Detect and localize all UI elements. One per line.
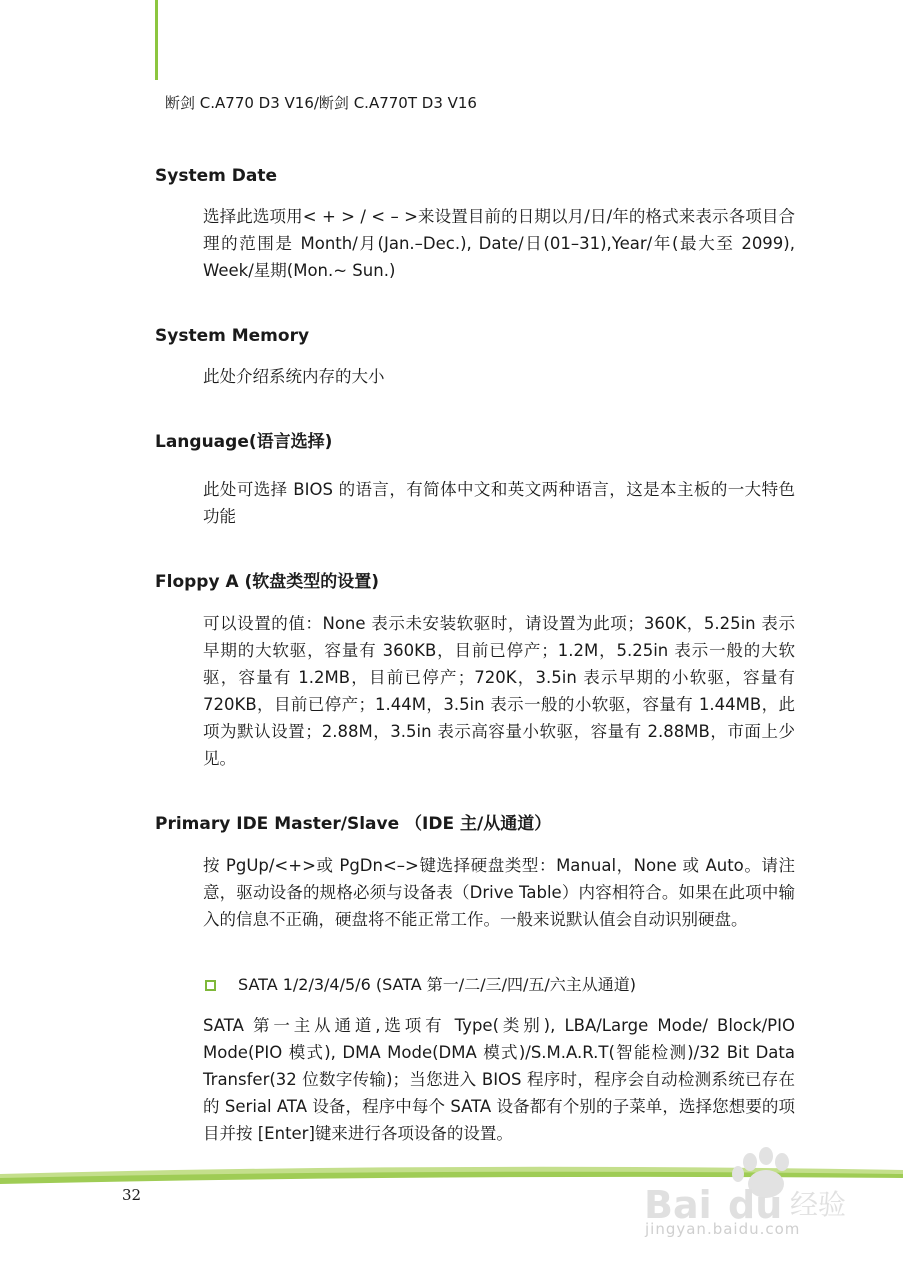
watermark-url: jingyan.baidu.com: [645, 1220, 801, 1238]
checkbox-bullet-icon: [205, 980, 216, 991]
section-title: Primary IDE Master/Slave （IDE 主/从通道）: [155, 814, 552, 834]
svg-text:经验: 经验: [790, 1188, 847, 1221]
section-body: 此处可选择 BIOS 的语言，有简体中文和英文两种语言，这是本主板的一大特色功能: [203, 480, 795, 526]
section-language: [155, 430, 795, 530]
section-body: 按 PgUp/<+>或 PgDn<–>键选择硬盘类型：Manual，None 或 Auto。请注意，驱动设备的规格必须与设备表（Drive Table）内容相符合。如果在此项中输入的信息不正确，硬盘将不能正常工作。一般来说默认值会自动识别硬盘。: [203, 856, 795, 929]
section-title: System Memory: [155, 326, 310, 346]
section-title: Language(语言选择): [155, 432, 333, 452]
section-title: System Date: [155, 166, 277, 186]
page-number: 32: [122, 1186, 142, 1204]
svg-text:Bai: Bai: [644, 1183, 712, 1227]
section-sata: [155, 972, 795, 1147]
header-accent-bar: [155, 0, 158, 80]
section-body: 此处介绍系统内存的大小: [203, 367, 385, 386]
section-body: 选择此选项用< + > / < – >来设置目前的日期以月/日/年的格式来表示各项目合理的范围是 Month/月(Jan.–Dec.), Date/日(01–31),Year/年(最大至 2099), Week/星期(Mon.~ Sun.): [203, 207, 795, 280]
section-system-memory: [155, 324, 795, 390]
section-body: 可以设置的值：None 表示未安装软驱时，请设置为此项；360K，5.25in 表示早期的大软驱，容量有 360KB，目前已停产；1.2M，5.25in 表示一般的大软驱，容量有 1.2MB，目前已停产；720K，3.5in 表示早期的小软驱，容量有 720KB，目前已停产；1.44M，3.5in 表示一般的小软驱，容量有 1.44MB，此项为默认设置；2.88M，3.5in 表示高容量小软驱，容量有 2.88MB，市面上少见。: [203, 614, 795, 768]
section-floppy-a: [155, 570, 795, 772]
section-title: Floppy A (软盘类型的设置): [155, 572, 380, 592]
section-system-date: [155, 164, 795, 284]
sata-bullet-item: [155, 972, 795, 998]
page-header-title: 断剑 C.A770 D3 V16/断剑 C.A770T D3 V16: [165, 94, 477, 112]
sata-bullet-title: SATA 1/2/3/4/5/6 (SATA 第一/二/三/四/五/六主从通道): [238, 975, 636, 994]
svg-text:du: du: [728, 1183, 783, 1227]
sata-body: SATA 第一主从通道,选项有 Type(类别), LBA/Large Mode/ Block/PIO Mode(PIO 模式), DMA Mode(DMA 模式)/S.M.A.R.T(智能检测)/32 Bit Data Transfer(32 位数字传输)；当您进入 BIOS 程序时，程序会自动检测系统已存在的 Serial ATA 设备，程序中每个 SATA 设备都有个别的子菜单，选择您想要的项目并按 [Enter]键来进行各项设备的设置。: [203, 1016, 795, 1143]
section-primary-ide: [155, 812, 795, 933]
